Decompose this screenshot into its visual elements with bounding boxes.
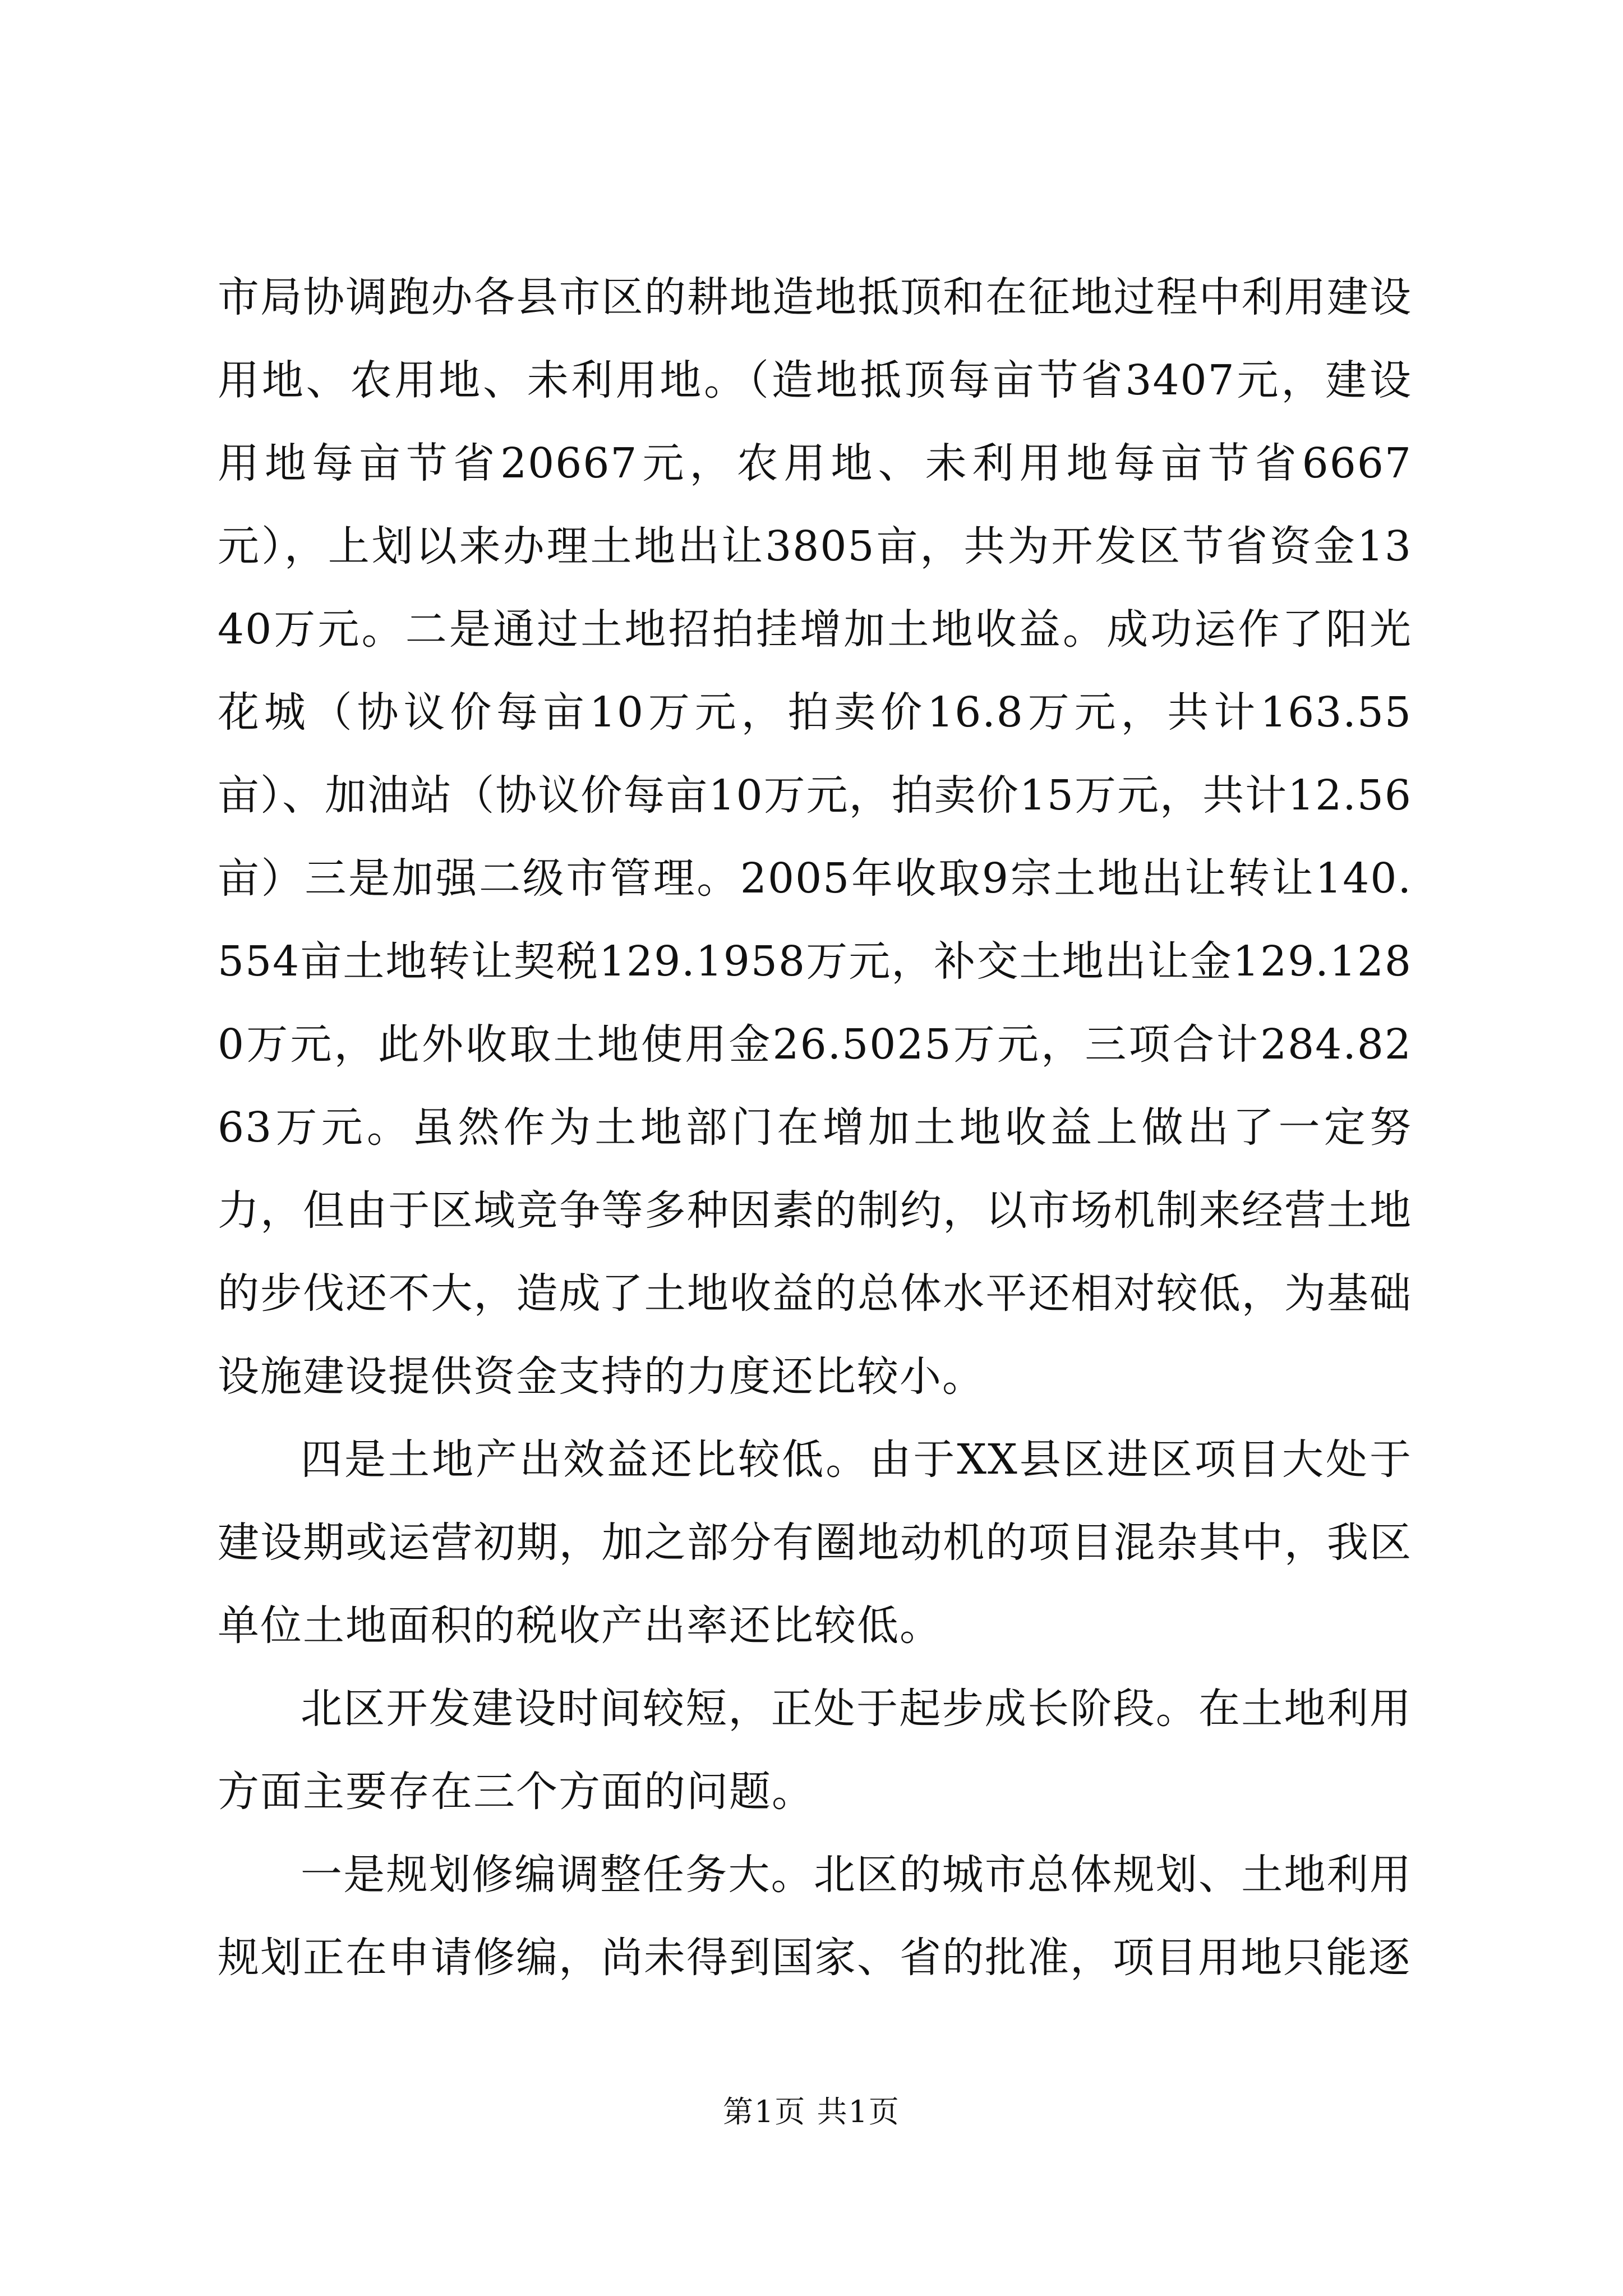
paragraph-4: 一是规划修编调整任务大。北区的城市总体规划、土地利用规划正在申请修编，尚未得到国家、省的批准，项目用地只能逐 — [218, 1851, 1412, 1982]
paragraph-3: 北区开发建设时间较短，正处于起步成长阶段。在土地利用方面主要存在三个方面的问题。 — [218, 1685, 1412, 1816]
paragraph-1: 市局协调跑办各县市区的耕地造地抵顶和在征地过程中利用建设用地、农用地、未利用地。（造地抵顶每亩节省3407元，建设用地每亩节省20667元，农用地、未利用地每亩节省6667元），上划以来办理土地出让3805亩，共为开发区节省资金1340万元。二是通过土地招拍挂增加土地收益。成功运作了阳光花城（协议价每亩10万元，拍卖价16.8万元，共计163.55亩）、加油站（协议价每亩10万元，拍卖价15万元，共计12.56亩）三是加强二级市管理。2005年收取9宗土地出让转让140.554亩土地转让契税129.1958万元，补交土地出让金129.1280万元，此外收取土地使用金26.5025万元，三项合计284.8263万元。虽然作为土地部门在增加土地收益上做出了一定努力，但由于区域竞争等多种因素的制约，以市场机制来经营土地的步伐还不大，造成了土地收益的总体水平还相对较低，为基础设施建设提供资金支持的力度还比较小。 — [218, 273, 1412, 1401]
page-footer: 第1页 共1页 — [723, 2094, 900, 2129]
document-body — [218, 256, 1412, 1999]
paragraph-2: 四是土地产出效益还比较低。由于XX县区进区项目大处于建设期或运营初期，加之部分有圈地动机的项目混杂其中，我区单位土地面积的税收产出率还比较低。 — [218, 1435, 1412, 1650]
